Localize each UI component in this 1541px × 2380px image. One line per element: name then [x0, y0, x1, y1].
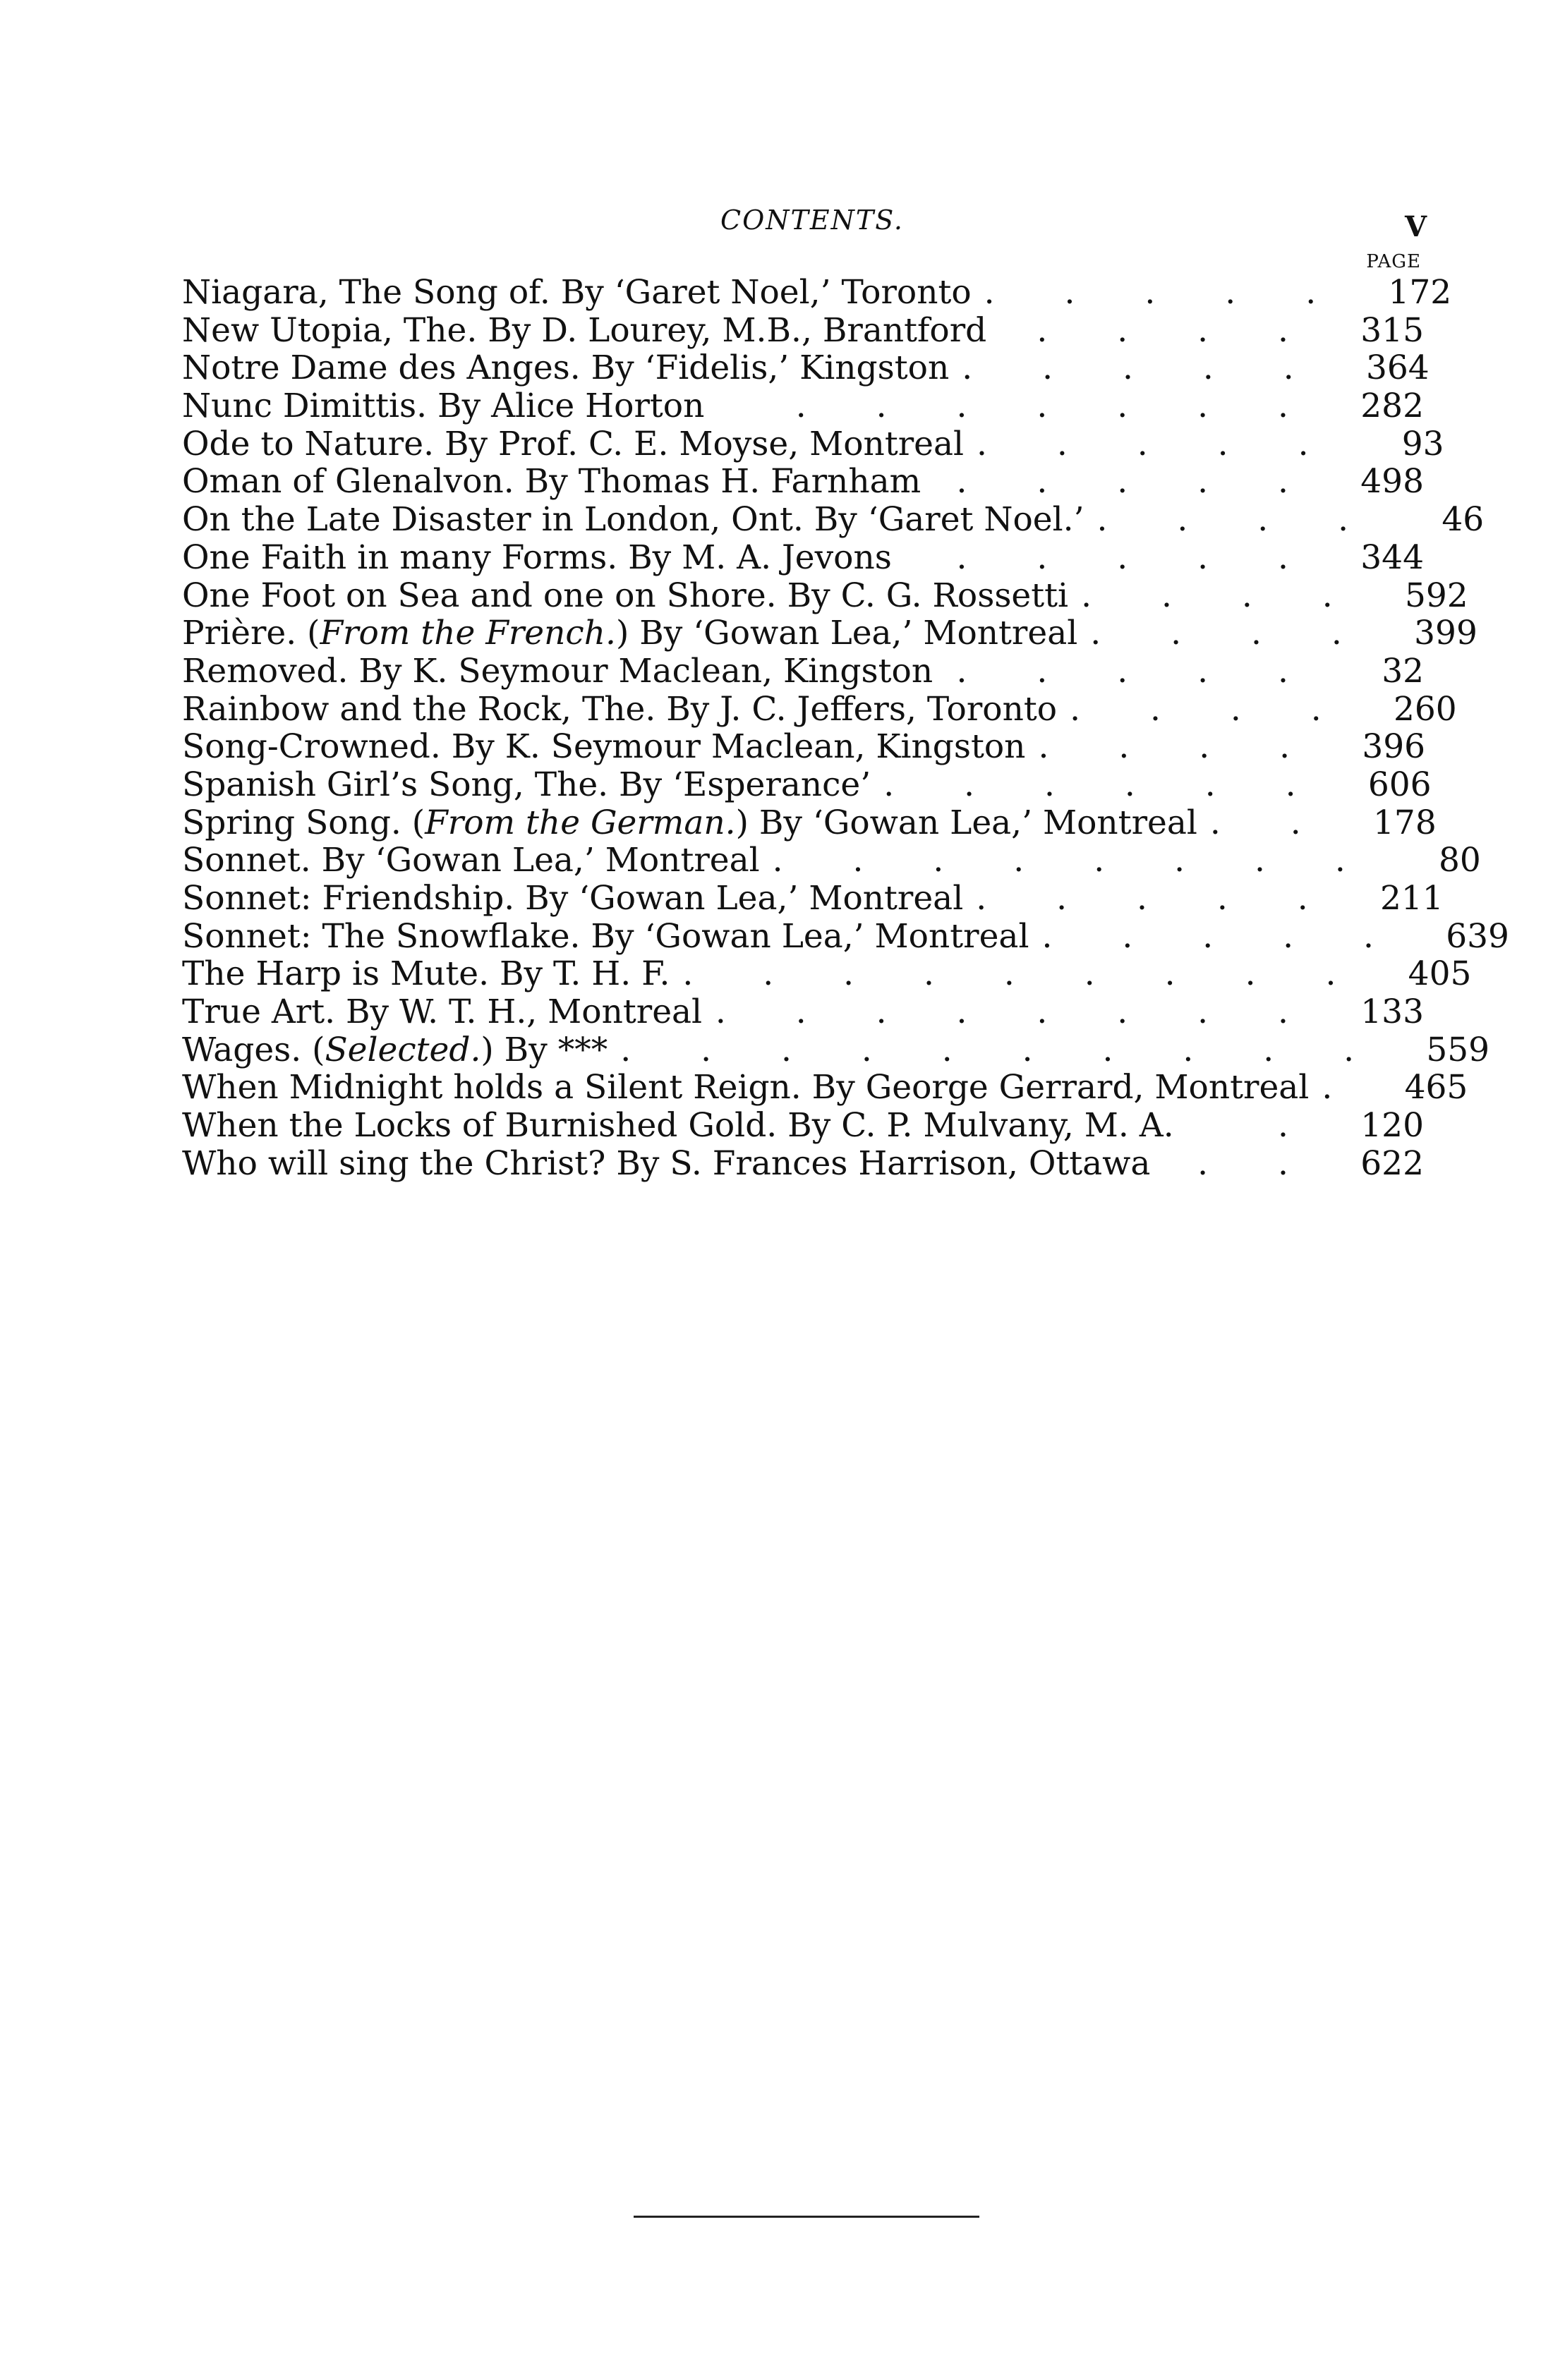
entry-title-italic: From the German.	[425, 803, 736, 842]
entry-title-part: Prière. (	[182, 614, 320, 653]
entry-title: Rainbow and the Rock, The. By J. C. Jeffers, Toronto	[182, 689, 1058, 729]
dot-leader: . . . . . . . . .	[682, 954, 1366, 994]
entry-page-number: 315	[1360, 310, 1424, 350]
dot-leader: . . . . .	[976, 879, 1338, 918]
dot-leader: . . . . . .	[883, 765, 1326, 804]
entry-title: True Art. By W. T. H., Montreal	[182, 992, 703, 1032]
page-header	[181, 205, 1444, 247]
dot-leader: . .	[1209, 803, 1331, 842]
contents-entry	[182, 916, 1509, 956]
contents-list	[182, 251, 1509, 1183]
dot-leader: . . . . .	[956, 538, 1318, 577]
entry-page-number: 592	[1404, 576, 1468, 615]
entry-page-number: 120	[1360, 1106, 1424, 1146]
contents-entry	[182, 803, 1437, 842]
entry-title: Who will sing the Christ? By S. Frances Harrison, Ottawa	[182, 1143, 1151, 1183]
contents-entry	[182, 576, 1468, 615]
dot-leader: . . . . .	[956, 462, 1318, 502]
dot-leader: . .	[1197, 1143, 1318, 1183]
entry-page-number: 465	[1404, 1068, 1468, 1107]
entry-page-number: 93	[1401, 424, 1444, 463]
entry-title: Nunc Dimittis. By Alice Horton	[182, 387, 705, 426]
entry-title: Spanish Girl’s Song, The. By ‘Esperance’	[182, 765, 871, 804]
entry-title-part: ) By ‘Gowan Lea,’ Montreal	[615, 614, 1078, 653]
entry-title-italic: From the French.	[320, 614, 616, 653]
entry-title: When Midnight holds a Silent Reign. By George Gerrard, Montreal	[182, 1068, 1310, 1107]
dot-leader: . . . . .	[984, 273, 1346, 312]
dot-leader: . . . . . . . .	[772, 841, 1375, 880]
entry-title: When the Locks of Burnished Gold. By C. P. Mulvany, M. A.	[182, 1106, 1174, 1146]
contents-entry	[182, 312, 1424, 350]
entry-title: One Faith in many Forms. By M. A. Jevons	[182, 538, 892, 577]
contents-entry	[182, 614, 1477, 653]
dot-leader: . . . . . . . . . .	[620, 1030, 1384, 1069]
dot-leader: . . . .	[1070, 689, 1351, 729]
entry-page-number: 178	[1373, 803, 1437, 842]
dot-leader: . . . . . . .	[795, 387, 1318, 426]
contents-entry	[182, 954, 1472, 994]
contents-entry	[182, 273, 1452, 312]
entry-title-italic: Selected.	[325, 1030, 481, 1069]
entry-title: Oman of Glenalvon. By Thomas H. Farnham	[182, 462, 921, 502]
entry-page-number: 396	[1362, 727, 1426, 767]
contents-entry	[182, 424, 1444, 463]
entry-title-part: ) By ***	[481, 1030, 608, 1069]
entry-page-number: 639	[1446, 916, 1509, 956]
contents-entry	[182, 879, 1444, 918]
entry-title-part: ) By ‘Gowan Lea,’ Montreal	[735, 803, 1197, 842]
contents-entry	[182, 652, 1424, 691]
entry-page-number: 80	[1438, 841, 1481, 880]
entry-title: The Harp is Mute. By T. H. F.	[182, 954, 670, 994]
dot-leader: .	[1278, 1106, 1318, 1146]
entry-page-number: 399	[1414, 614, 1477, 653]
entry-title	[182, 614, 1077, 652]
entry-page-number: 282	[1360, 387, 1424, 426]
entry-page-number: 133	[1360, 992, 1424, 1032]
entry-page-number: 405	[1408, 954, 1472, 994]
contents-entry	[182, 1145, 1424, 1183]
entry-title: Sonnet: Friendship. By ‘Gowan Lea,’ Montreal	[182, 879, 964, 918]
entry-page-number: 260	[1393, 689, 1457, 729]
closing-rule	[634, 2216, 979, 2218]
contents-entry	[182, 539, 1424, 577]
contents-entry	[182, 689, 1457, 729]
dot-leader: . . . .	[1096, 500, 1379, 540]
entry-page-number: 344	[1360, 538, 1424, 577]
dot-leader: .	[1322, 1068, 1362, 1107]
contents-entry	[182, 765, 1432, 804]
dot-leader: . . . . . . . .	[715, 992, 1318, 1032]
dot-leader: . . . . .	[1041, 916, 1403, 956]
page-numeral: V	[1404, 210, 1427, 243]
entry-title: Sonnet. By ‘Gowan Lea,’ Montreal	[182, 841, 760, 880]
contents-entry	[182, 841, 1481, 880]
entry-page-number: 46	[1442, 500, 1485, 540]
contents-entry	[182, 387, 1424, 425]
dot-leader: . . . .	[1038, 727, 1320, 767]
dot-leader: . . . . .	[977, 424, 1338, 463]
contents-entry	[182, 1107, 1424, 1145]
contents-entry	[182, 500, 1485, 540]
entry-page-number: 32	[1382, 651, 1424, 691]
entry-title: New Utopia, The. By D. Lourey, M.B., Brantford	[182, 310, 987, 350]
entry-title: Niagara, The Song of. By ‘Garet Noel,’ Toronto	[182, 273, 972, 312]
dot-leader: . . . . .	[956, 651, 1318, 691]
entry-page-number: 498	[1360, 462, 1424, 502]
entry-title: Song-Crowned. By K. Seymour Maclean, Kingston	[182, 727, 1026, 767]
entry-title: Removed. By K. Seymour Maclean, Kingston	[182, 651, 933, 691]
entry-page-number: 172	[1388, 273, 1452, 312]
dot-leader: . . . . .	[962, 348, 1324, 388]
entry-title: One Foot on Sea and one on Shore. By C. G. Rossetti	[182, 576, 1069, 615]
entry-title: Notre Dame des Anges. By ‘Fidelis,’ Kingston	[182, 348, 950, 388]
dot-leader: . . . .	[1090, 614, 1372, 653]
contents-entry	[182, 1030, 1490, 1069]
entry-page-number: 211	[1379, 879, 1444, 918]
running-title: CONTENTS.	[720, 205, 904, 236]
entry-page-number: 606	[1367, 765, 1432, 804]
dot-leader: . . . .	[1037, 310, 1318, 350]
entry-page-number: 559	[1426, 1030, 1490, 1069]
page-column-label: PAGE	[1366, 251, 1421, 272]
entry-page-number: 364	[1365, 348, 1430, 388]
entry-title: Sonnet: The Snowflake. By ‘Gowan Lea,’ Montreal	[182, 916, 1029, 956]
entry-title	[182, 1031, 608, 1069]
entry-title-part: Wages. (	[182, 1030, 325, 1069]
entry-title: On the Late Disaster in London, Ont. By ‘Garet Noel.’	[182, 500, 1084, 540]
dot-leader: . . . .	[1081, 576, 1362, 615]
entry-title-part: Spring Song. (	[182, 803, 425, 842]
contents-entry	[182, 1068, 1468, 1107]
contents-entry	[182, 993, 1424, 1031]
entry-title: Ode to Nature. By Prof. C. E. Moyse, Montreal	[182, 424, 965, 463]
entry-page-number: 622	[1360, 1143, 1424, 1183]
contents-entry	[182, 348, 1430, 388]
entry-title	[182, 804, 1197, 842]
contents-entry	[182, 728, 1424, 766]
contents-entry	[182, 463, 1424, 501]
